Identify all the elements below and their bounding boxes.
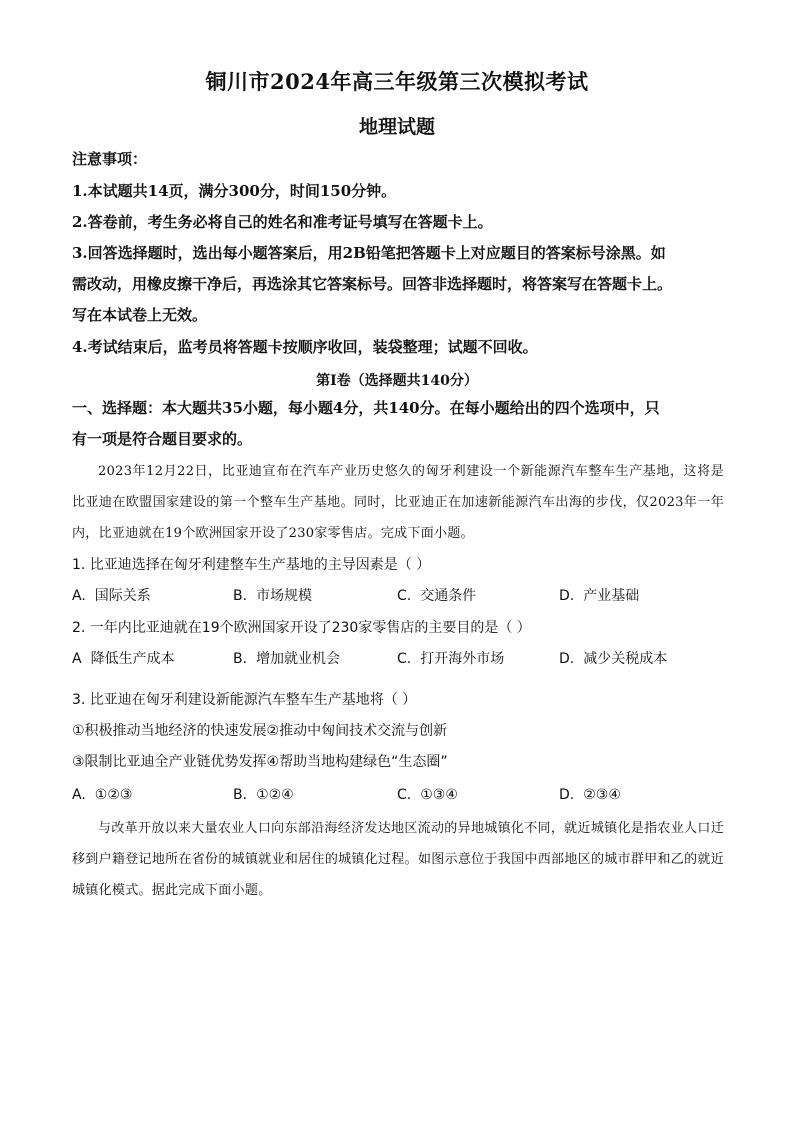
question-1-option-c[interactable]: C. 交通条件 <box>397 588 477 604</box>
question-1-stem: 1. 比亚迪选择在匈牙利建整车生产基地的主导因素是（ ） <box>72 557 431 573</box>
question-3-statements-2: ③限制比亚迪全产业链优势发挥④帮助当地构建绿色“生态圈” <box>72 754 448 770</box>
section-instruction-2: 有一项是符合题目要求的。 <box>72 430 253 448</box>
question-1-option-d[interactable]: D. 产业基础 <box>559 588 640 604</box>
section-instruction-1: 一、选择题：本大题共35小题，每小题4分，共140分。在每小题给出的四个选项中，只 <box>72 399 660 417</box>
passage-byd-text: 2023年12月22日，比亚迪宣布在汽车产业历史悠久的匈牙利建设一个新能源汽车整车生产基地，这将是比亚迪在欧盟国家建设的第一个整车生产基地。同时，比亚迪正在加速新能源汽车出海的步伐，仅2023年一年内，比亚迪就在19个欧洲国家开设了230家零售店。完成下面小题。 <box>72 464 724 541</box>
notice-heading: 注意事项： <box>72 150 148 168</box>
question-3-options <box>72 785 732 805</box>
passage-urbanization <box>72 813 724 906</box>
question-2-option-a[interactable]: A 降低生产成本 <box>72 651 175 667</box>
question-2-options <box>72 649 732 669</box>
question-3-option-b[interactable]: B. ①②④ <box>233 787 294 803</box>
question-1-option-b[interactable]: B. 市场规模 <box>233 588 313 604</box>
question-1-option-a[interactable]: A. 国际关系 <box>72 588 151 604</box>
question-2-option-c[interactable]: C. 打开海外市场 <box>397 651 505 667</box>
question-3-statements-1: ①积极推动当地经济的快速发展②推动中匈间技术交流与创新 <box>72 723 448 739</box>
question-2-stem: 2. 一年内比亚迪就在19个欧洲国家开设了230家零售店的主要目的是（ ） <box>72 620 531 636</box>
section-title: 第Ⅰ卷（选择题共140分） <box>316 373 478 389</box>
notice-item-3: 3.回答选择题时，选出每小题答案后，用2B铅笔把答题卡上对应题目的答案标号涂黑。如 <box>72 244 666 262</box>
question-3-stem: 3. 比亚迪在匈牙利建设新能源汽车整车生产基地将（ ） <box>72 692 417 708</box>
notice-item-2: 2.答卷前，考生务必将自己的姓名和准考证号填写在答题卡上。 <box>72 213 493 231</box>
question-2-option-b[interactable]: B. 增加就业机会 <box>233 651 341 667</box>
notice-item-1: 1.本试题共14页，满分300分，时间150分钟。 <box>72 182 397 200</box>
notice-item-4: 4.考试结束后，监考员将答题卡按顺序收回，装袋整理；试题不回收。 <box>72 338 538 356</box>
question-3-option-c[interactable]: C. ①③④ <box>397 787 458 803</box>
subject-title: 地理试题 <box>358 116 435 138</box>
question-2-option-d[interactable]: D. 减少关税成本 <box>559 651 668 667</box>
passage-byd <box>72 456 724 549</box>
question-1-options <box>72 586 732 606</box>
question-3-option-d[interactable]: D. ②③④ <box>559 787 621 803</box>
passage-urbanization-text: 与改革开放以来大量农业人口向东部沿海经济发达地区流动的异地城镇化不同，就近城镇化是指农业人口迁移到户籍登记地所在省份的城镇就业和居住的城镇化过程。如图示意位于我国中西部地区的城市群甲和乙的就近城镇化模式。据此完成下面小题。 <box>72 821 724 898</box>
exam-title: 铜川市2024年高三年级第三次模拟考试 <box>205 69 589 94</box>
notice-item-3-end: 写在本试卷上无效。 <box>72 306 208 324</box>
question-3-option-a[interactable]: A. ①②③ <box>72 787 133 803</box>
notice-item-3-cont: 需改动，用橡皮擦干净后，再选涂其它答案标号。回答非选择题时，将答案写在答题卡上。 <box>72 275 673 293</box>
